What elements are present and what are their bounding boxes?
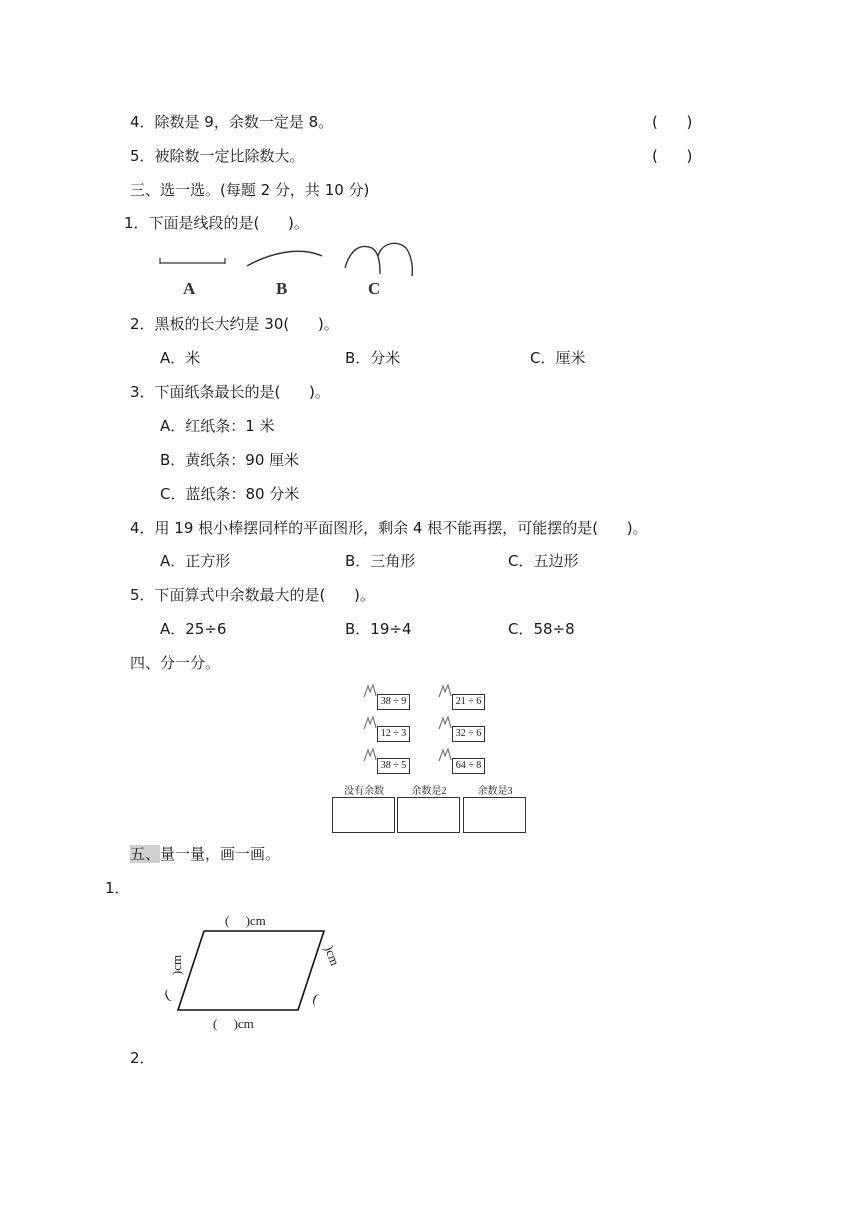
division-card-6[interactable]: 64 ÷ 8 <box>452 758 485 774</box>
box-label-no-remainder: 没有余数 <box>344 786 384 797</box>
q2-option-c[interactable]: C．厘米 <box>530 349 586 367</box>
q4-stem: 4．用 19 根小棒摆同样的平面图形，剩余 4 根不能再摆，可能摆的是( )。 <box>130 519 648 537</box>
q4-option-b[interactable]: B．三角形 <box>345 552 416 570</box>
bottom-length-label: ( )cm <box>213 1016 254 1031</box>
box-label-remainder-3: 余数是3 <box>477 786 513 797</box>
judge-item-4: 4．除数是 9，余数一定是 8。 <box>130 113 334 131</box>
figure-label-a: A <box>183 279 196 298</box>
q3-option-c[interactable]: C．蓝纸条：80 分米 <box>160 485 300 503</box>
q4-option-c[interactable]: C．五边形 <box>508 552 579 570</box>
box-label-remainder-2: 余数是2 <box>411 786 447 797</box>
figure-label-b: B <box>276 279 288 298</box>
left-side-label: )cm <box>169 954 184 976</box>
q5-option-a[interactable]: A．25÷6 <box>160 620 227 638</box>
q3-option-b[interactable]: B．黄纸条：90 厘米 <box>160 451 300 469</box>
right-side-open-paren: ( <box>310 991 320 1008</box>
q5-stem: 5．下面算式中余数最大的是( )。 <box>130 586 375 604</box>
division-card-5[interactable]: 32 ÷ 6 <box>452 726 485 742</box>
q5-option-c[interactable]: C．58÷8 <box>508 620 575 638</box>
left-side-open-paren: ( <box>162 987 173 1004</box>
sort-box-remainder-2[interactable] <box>397 797 460 833</box>
card-icon-1 <box>362 684 378 698</box>
card-icon-6 <box>437 748 453 762</box>
q2-stem: 2．黑板的长大约是 30( )。 <box>130 315 339 333</box>
q5-option-b[interactable]: B．19÷4 <box>345 620 412 638</box>
division-card-1[interactable]: 38 ÷ 9 <box>377 694 410 710</box>
q2-option-a[interactable]: A．米 <box>160 349 201 367</box>
section4-heading: 四、分一分。 <box>130 654 221 672</box>
figure-b-curve <box>247 251 322 266</box>
figure-a-segment <box>160 258 225 264</box>
q3-option-a[interactable]: A．红纸条：1 米 <box>160 417 275 435</box>
parallelogram-shape <box>178 931 324 1010</box>
top-length-label: ( )cm <box>225 913 266 928</box>
q1-stem: 1．下面是线段的是( )。 <box>124 214 309 232</box>
s5-item-1: 1． <box>105 879 130 897</box>
judge-item-5: 5．被除数一定比除数大。 <box>130 147 305 165</box>
section5-number-highlight: 五、 <box>130 845 161 863</box>
figure-label-c: C <box>368 279 381 298</box>
sort-box-no-remainder[interactable] <box>332 797 395 833</box>
s5-item-2: 2． <box>130 1049 155 1067</box>
q3-stem: 3．下面纸条最长的是( )。 <box>130 383 330 401</box>
division-card-4[interactable]: 21 ÷ 6 <box>452 694 485 710</box>
section5-heading <box>130 844 280 864</box>
figure-c-arches <box>345 243 412 276</box>
section3-heading: 三、选一选。(每题 2 分，共 10 分) <box>130 181 370 199</box>
q4-option-a[interactable]: A．正方形 <box>160 552 231 570</box>
right-side-label: )cm <box>321 943 343 968</box>
section5-title: 量一量，画一画。 <box>160 845 281 863</box>
card-icon-3 <box>362 748 378 762</box>
parallelogram-figure <box>155 905 355 1035</box>
sort-box-remainder-3[interactable] <box>463 797 526 833</box>
division-card-2[interactable]: 12 ÷ 3 <box>377 726 410 742</box>
q1-figures <box>150 238 430 300</box>
card-icon-5 <box>437 716 453 730</box>
card-icon-2 <box>362 716 378 730</box>
q2-option-b[interactable]: B．分米 <box>345 349 401 367</box>
card-icon-4 <box>437 684 453 698</box>
division-card-3[interactable]: 38 ÷ 5 <box>377 758 410 774</box>
judge-answer-blank-5[interactable]: ( ) <box>652 147 693 165</box>
judge-answer-blank-4[interactable]: ( ) <box>652 113 693 131</box>
